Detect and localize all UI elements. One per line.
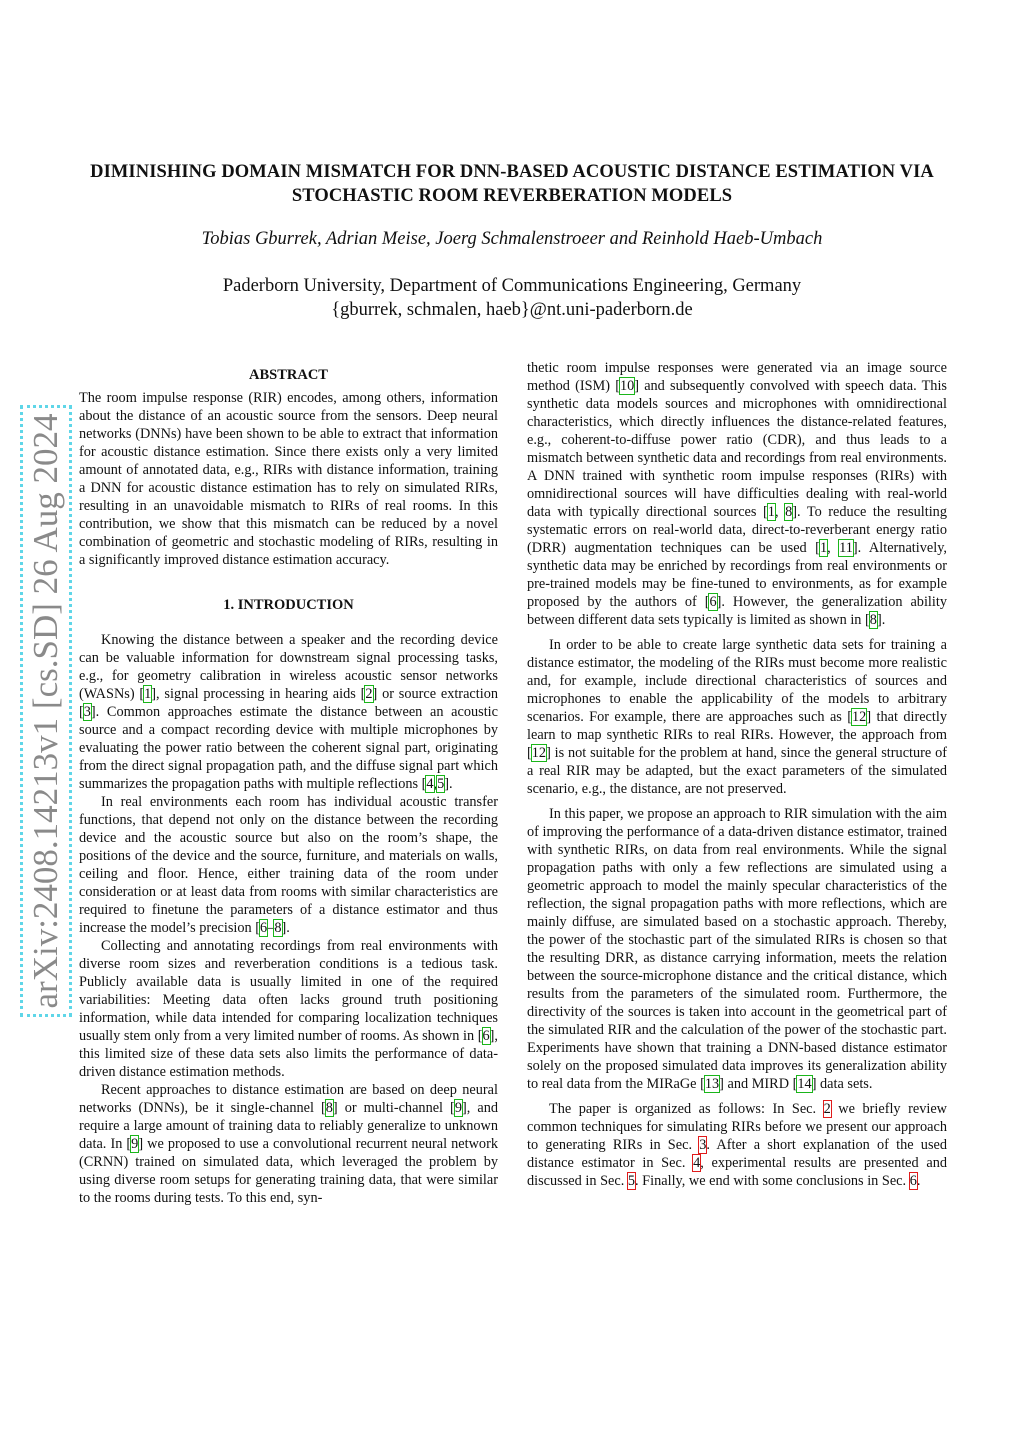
intro-paragraph-6: In order to be able to create large synthetic data sets for training a distance estimator, the modeling of the RIRs must become more realistic and, for example, include directional characteristics of sources and microphones to enable the applicability of the models to arbitrary scenarios. For example, there are approaches such as [12] that directly learn to map synthetic RIRs to real RIRs. However, the approach from [12] is not suitable for the problem at hand, since the general structure of a real RIR may be adapted, but the exact parameters of the simulated scenario, e.g., the distance, are not preserved. <box>527 637 947 797</box>
intro-paragraph-4: Recent approaches to distance estimation are based on deep neural networks (DNNs), be it single-channel [8] or multi-channel [9], and require a large amount of training data to reliably generalize to unknown data. In [9] we proposed to use a convolutional recurrent neural network (CRNN) trained on simulated data, which leveraged the problem by using diverse room setups for generating training data, that were similar to the rooms during tests. To this end, syn- <box>79 1082 498 1206</box>
author-emails: {gburrek, schmalen, haeb}@nt.uni-paderborn.de <box>331 300 693 320</box>
citation-link[interactable]: 8 <box>869 612 877 628</box>
section-link[interactable]: 3 <box>699 1137 707 1153</box>
intro-paragraph-1: Knowing the distance between a speaker and the recording device can be valuable information for downstream signal processing tasks, e.g., for geometry calibration in wireless acoustic sensor networks (WASNs) [1], signal processing in hearing aids [2] or source extraction [3]. Common approaches estimate the distance between an acoustic source and a compact recording device with multiple microphones by evaluating the power ratio between the coherent signal part, originating from the direct signal propagation path, and the diffuse signal part which summarizes the propagation paths with multiple reflections [4,5]. <box>79 632 499 792</box>
citation-link[interactable]: 8 <box>325 1100 333 1116</box>
citation-link[interactable]: 9 <box>454 1100 462 1116</box>
citation-link[interactable]: 4 <box>426 776 434 792</box>
left-column <box>79 366 498 1207</box>
intro-paragraph-8: The paper is organized as follows: In Sec. 2 we briefly review common techniques for simulating RIRs before we present our approach to generating RIRs in Sec. 3. After a short explanation of the used distance estimator in Sec. 4, experimental results are presented and discussed in Sec. 5. Finally, we end with some conclusions in Sec. 6. <box>527 1101 948 1189</box>
section-link[interactable]: 2 <box>823 1101 831 1117</box>
citation-link[interactable]: 6 <box>709 594 717 610</box>
intro-paragraph-5: thetic room impulse responses were generated via an image source method (ISM) [10] and subsequently convolved with speech data. This synthetic data models sources and microphones with omnidirectional characteristics, which directly influences the distance-related features, e.g., coherent-to-diffuse power ratio (CDR), and thus leads to a mismatch between synthetic data and recordings from real environments. A DNN trained with synthetic room impulse responses (RIRs) with omnidirectional sources will have difficulties dealing with real-world data with typically directional sources [1, 8]. To reduce the resulting systematic errors on real-world data, direct-to-reverberant energy ratio (DRR) augmentation techniques can be used [1, 11]. Alternatively, synthetic data may be enriched by recordings from real environments or pre-trained models may be fine-tuned to environments, as for example proposed by the authors of [6]. However, the generalization ability between different data sets typically is limited as shown in [8]. <box>527 360 948 628</box>
citation-link[interactable]: 6 <box>260 920 268 936</box>
affiliation: Paderborn University, Department of Communications Engineering, Germany <box>222 276 802 296</box>
section-link[interactable]: 4 <box>693 1155 701 1171</box>
citation-link[interactable]: 1 <box>819 540 828 556</box>
citation-link[interactable]: 2 <box>365 686 373 702</box>
intro-paragraph-7: In this paper, we propose an approach to RIR simulation with the aim of improving the performance of a data-driven distance estimator, trained with synthetic RIRs, on data from real environments. While the signal propagation paths with only a few reflections are simulated using a geometric approach to model the mainly specular characteristics of the reflection, the signal propagation paths with more reflections, which are mainly diffuse, are simulated based on a stochastic approach. Thereby, the power of the stochastic part of the simulated RIRs is chosen so that the resulting DRR, as distance carrying information, meets the relation between the source-microphone distance and the critical distance, which results from the parameters of the simulated room. Furthermore, the directivity of the sources is taken into account in the geometrical part of the simulated RIR and the calculation of the power of the stochastic part. Experiments have shown that training a DNN-based distance estimator solely on the proposed simulated data improves its generalization ability to real data from the MIRaGe [13] and MIRD [14] data sets. <box>527 806 947 1092</box>
citation-link[interactable]: 9 <box>131 1136 139 1152</box>
citation-link[interactable]: 6 <box>482 1028 490 1044</box>
right-column <box>527 359 947 1190</box>
affiliation-block <box>60 274 964 322</box>
arxiv-stamp[interactable]: arXiv:2408.14213v1 [cs.SD] 26 Aug 2024 <box>26 413 65 1009</box>
citation-link[interactable]: 11 <box>839 540 853 556</box>
citation-link[interactable]: 12 <box>852 709 867 725</box>
citation-link[interactable]: 14 <box>797 1076 812 1092</box>
intro-paragraph-3: Collecting and annotating recordings from real environments with diverse room sizes and reverberation conditions is a tedious task. Publicly available data is usually limited in one of the required variabilities: Meeting data often lacks ground truth positioning information, while data intended for comparing localization techniques usually stem only from a very limited number of rooms. As shown in [6], this limited size of these data sets also limits the performance of data-driven distance estimation methods. <box>79 938 498 1080</box>
citation-link[interactable]: 1 <box>767 504 775 520</box>
paper-title: DIMINISHING DOMAIN MISMATCH FOR DNN-BASED ACOUSTIC DISTANCE ESTIMATION VIA STOCHASTIC ROOM REVERBERATION MODELS <box>90 162 934 206</box>
citation-link[interactable]: 5 <box>437 776 445 792</box>
citation-link[interactable]: 3 <box>83 704 91 720</box>
citation-link[interactable]: 8 <box>785 504 793 520</box>
citation-link[interactable]: 1 <box>144 686 152 702</box>
citation-link[interactable]: 8 <box>274 920 282 936</box>
intro-paragraph-2: In real environments each room has individual acoustic transfer functions, that depend not only on the distance between the recording device and the acoustic source but also on the room’s shape, the positions of the device and the source, furniture, and materials on walls, ceiling and floor. Hence, either training data of the room under consideration or at least data from rooms with similar characteristics are required to finetune the parameters of a distance estimator and thus increase the model’s precision [6–8]. <box>79 794 498 936</box>
introduction-heading: 1. INTRODUCTION <box>223 597 354 613</box>
abstract-text: The room impulse response (RIR) encodes, among others, information about the distance of an acoustic source from the sensors. Deep neural networks (DNNs) have been shown to be able to extract that information for acoustic distance estimation. Since there exists only a very limited amount of annotated data, e.g., RIRs with distance information, training a DNN for acoustic distance estimation has to rely on simulated RIRs, resulting in an unavoidable mismatch to RIRs of real rooms. In this contribution, we show that this mismatch can be reduced by a novel combination of geometric and stochastic modeling of RIRs, resulting in a significantly improved distance estimation accuracy. <box>79 390 498 568</box>
citation-link[interactable]: 10 <box>619 378 635 394</box>
abstract-heading: ABSTRACT <box>249 367 328 383</box>
citation-link[interactable]: 13 <box>704 1076 720 1092</box>
citation-link[interactable]: 12 <box>531 745 547 761</box>
section-link[interactable]: 5 <box>627 1173 636 1189</box>
author-list: Tobias Gburrek, Adrian Meise, Joerg Schmalenstroeer and Reinhold Haeb-Umbach <box>201 229 823 249</box>
section-link[interactable]: 6 <box>909 1173 917 1189</box>
